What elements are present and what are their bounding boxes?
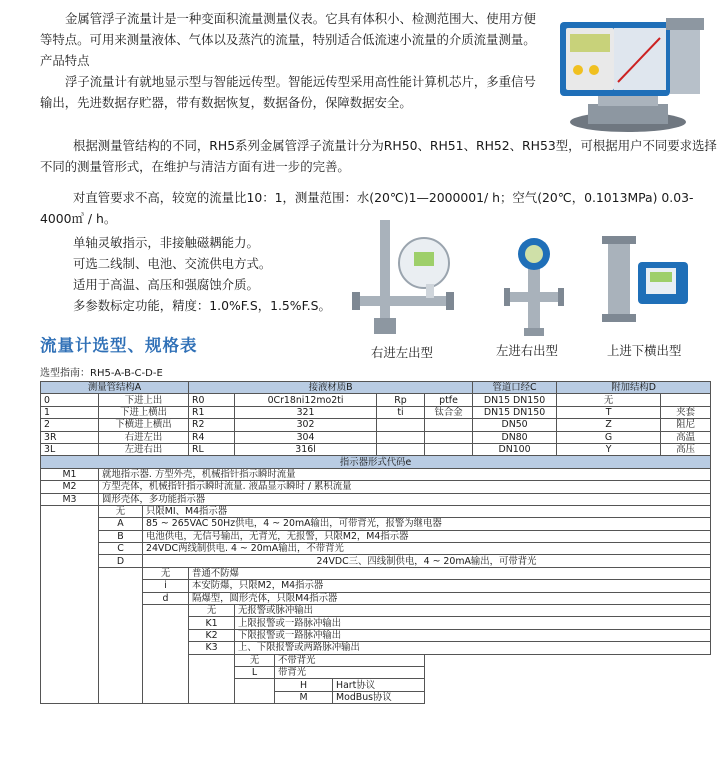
table-row: [41, 691, 711, 703]
cell: R2: [189, 419, 235, 431]
table-row: [41, 654, 711, 666]
cell: 钛合金: [425, 406, 473, 418]
cell: [661, 394, 711, 406]
code-cell: M3: [41, 493, 99, 505]
header-pipe-diameter: 管道口经C: [473, 382, 557, 394]
cell: 下横进上横出: [99, 419, 189, 431]
cell: DN15 DN150: [473, 394, 557, 406]
product-image-main: [548, 8, 708, 136]
desc-cell: 方型壳体，机械指针指示瞬时流量. 液晶显示瞬时 / 累积流量: [99, 481, 711, 493]
cell: [377, 443, 425, 455]
cell: 高压: [661, 443, 711, 455]
cell: G: [557, 431, 661, 443]
cell: RL: [189, 443, 235, 455]
cell: [377, 431, 425, 443]
code-cell: M2: [41, 481, 99, 493]
table-row: [41, 567, 711, 579]
code-cell: M1: [41, 468, 99, 480]
table-row: [41, 629, 711, 641]
code-cell: 无: [235, 654, 275, 666]
cell: 阻尼: [661, 419, 711, 431]
desc-cell: 上、下限报警或两路脉冲输出: [235, 642, 711, 654]
table-row: [41, 406, 711, 418]
cell: DN100: [473, 443, 557, 455]
cell: 0Cr18ni12mo2ti: [235, 394, 377, 406]
cell: [377, 419, 425, 431]
table-row: [41, 431, 711, 443]
desc-cell: 24VDC两线制供电. 4 ~ 20mA输出，不带背光: [143, 543, 711, 555]
desc-cell: 上限报警或一路脉冲输出: [235, 617, 711, 629]
table-header-row: [41, 382, 711, 394]
desc-cell: 电池供电，无信号输出，无背光，无报警，只限M2，M4指示器: [143, 530, 711, 542]
cell: 下进上横出: [99, 406, 189, 418]
table-row: [41, 518, 711, 530]
cell: 高温: [661, 431, 711, 443]
section-title: 流量计选型、规格表: [40, 336, 198, 355]
header-indicator-form: 指示器形式代码e: [41, 456, 711, 468]
desc-cell: 无报警或脉冲输出: [235, 605, 711, 617]
cell: [425, 443, 473, 455]
intro-paragraph-3: 根据测量管结构的不同，RH5系列金属管浮子流量计分为RH50、RH51、RH52、RH53型，可根据用户不同要求选择不同的测量管形式，在维护与清洁方面有进一步的完善。: [40, 138, 717, 174]
cell: T: [557, 406, 661, 418]
cell: 321: [235, 406, 377, 418]
cell: 0: [41, 394, 99, 406]
intro-paragraph-3-box: [40, 135, 720, 177]
cell: Rp: [377, 394, 425, 406]
code-cell: D: [99, 555, 143, 567]
code-cell: H: [275, 679, 333, 691]
code-cell: M: [275, 691, 333, 703]
desc-cell: Hart协议: [333, 679, 425, 691]
intro-text: [40, 8, 545, 113]
code-cell: A: [99, 518, 143, 530]
product-image-right-in-left-out: [352, 218, 462, 340]
cell: 3L: [41, 443, 99, 455]
feature-item: 可选二线制、电池、交流供电方式。: [73, 256, 272, 271]
product-image-top-in-bottom-out: [598, 236, 694, 322]
desc-cell: ModBus协议: [333, 691, 425, 703]
table-row: [41, 666, 711, 678]
code-cell: C: [99, 543, 143, 555]
desc-cell: 本安防爆，只限M2，M4指示器: [189, 580, 711, 592]
table-row: [41, 394, 711, 406]
intro-paragraph-1: 金属管浮子流量计是一种变面积流量测量仪表。它具有体积小、检测范围大、使用方便等特点。可用来测量液体、气体以及蒸汽的流量，特别适合低流速小流量的介质流量测量。: [40, 11, 536, 47]
desc-cell: 85 ~ 265VAC 50Hz供电，4 ~ 20mA输出，可带背光，报警为继电器: [143, 518, 711, 530]
cell: DN80: [473, 431, 557, 443]
caption-right-in-left-out: 右进左出型: [371, 345, 433, 360]
table-row: [41, 505, 711, 517]
intro-paragraph-2: 浮子流量计有就地显示型与智能远传型。智能远传型采用高性能计算机芯片，多重信号输出，先进数据存贮器，带有数据恢复，数据备份，保障数据安全。: [40, 74, 536, 110]
table-row: [41, 592, 711, 604]
table-row: [41, 419, 711, 431]
caption-top-in-bottom-out: 上进下横出型: [607, 343, 682, 358]
table-row: [41, 605, 711, 617]
code-cell: i: [143, 580, 189, 592]
cell: 302: [235, 419, 377, 431]
cell: R4: [189, 431, 235, 443]
caption-left-in-right-out: 左进右出型: [496, 343, 558, 358]
table-row: [41, 530, 711, 542]
cell: R1: [189, 406, 235, 418]
product-image-left-in-right-out: [504, 236, 564, 338]
feature-list: [40, 232, 380, 316]
cell: DN15 DN150: [473, 406, 557, 418]
desc-cell: 普通不防爆: [189, 567, 711, 579]
features-heading: 产品特点: [40, 53, 90, 68]
desc-cell: 带背光: [275, 666, 425, 678]
cell: 3R: [41, 431, 99, 443]
desc-cell: 圆形壳体，多功能指示器: [99, 493, 711, 505]
cell: 2: [41, 419, 99, 431]
table-row: [41, 617, 711, 629]
desc-cell: 只限MI、M4指示器: [143, 505, 711, 517]
table-header-row: [41, 456, 711, 468]
code-cell: 无: [189, 605, 235, 617]
code-cell: K2: [189, 629, 235, 641]
code-cell: K3: [189, 642, 235, 654]
cell: 316l: [235, 443, 377, 455]
code-cell: B: [99, 530, 143, 542]
table-row: [41, 642, 711, 654]
code-cell: d: [143, 592, 189, 604]
cell: DN50: [473, 419, 557, 431]
header-wetted-material: 接液材质B: [189, 382, 473, 394]
cell: ptfe: [425, 394, 473, 406]
table-row: [41, 580, 711, 592]
code-cell: 无: [143, 567, 189, 579]
cell: Y: [557, 443, 661, 455]
cell: 下进上出: [99, 394, 189, 406]
feature-item: 多参数标定功能，精度：1.0%F.S，1.5%F.S。: [73, 298, 331, 313]
desc-cell: 不带背光: [275, 654, 425, 666]
cell: [425, 431, 473, 443]
header-additional-structure: 附加结构D: [557, 382, 711, 394]
cell: ti: [377, 406, 425, 418]
selection-guide: 选型指南：RH5-A-B-C-D-E: [40, 368, 163, 379]
cell: 无: [557, 394, 661, 406]
cell: 304: [235, 431, 377, 443]
code-cell: 无: [99, 505, 143, 517]
desc-cell: 下限报警或一路脉冲输出: [235, 629, 711, 641]
cell: 夹套: [661, 406, 711, 418]
table-row: [41, 481, 711, 493]
feature-item: 单轴灵敏指示，非接触磁耦能力。: [73, 235, 259, 250]
header-measuring-tube: 测量管结构A: [41, 382, 189, 394]
code-cell: L: [235, 666, 275, 678]
intro-paragraph-4: 对直管要求不高，较宽的流量比10：1，测量范围：水(20℃)1—2000001/ h；空气(20℃，0.1013MPa) 0.03-4000㎥ / h。: [40, 190, 694, 226]
table-row: [41, 468, 711, 480]
cell: R0: [189, 394, 235, 406]
feature-item: 适用于高温、高压和强腐蚀介质。: [73, 277, 259, 292]
table-row: [41, 555, 711, 567]
cell: Z: [557, 419, 661, 431]
cell: 1: [41, 406, 99, 418]
cell: 右进左出: [99, 431, 189, 443]
table-row: [41, 443, 711, 455]
table-row: [41, 543, 711, 555]
table-row: [41, 679, 711, 691]
desc-cell: 就地指示器. 方型外壳，机械指针指示瞬时流量: [99, 468, 711, 480]
desc-cell: 24VDC三、四线制供电，4 ~ 20mA输出，可带背光: [143, 555, 711, 567]
spec-table: [40, 381, 711, 704]
table-row: [41, 493, 711, 505]
desc-cell: 隔爆型，圆形壳体，只限M4指示器: [189, 592, 711, 604]
code-cell: K1: [189, 617, 235, 629]
cell: 左进右出: [99, 443, 189, 455]
cell: [425, 419, 473, 431]
